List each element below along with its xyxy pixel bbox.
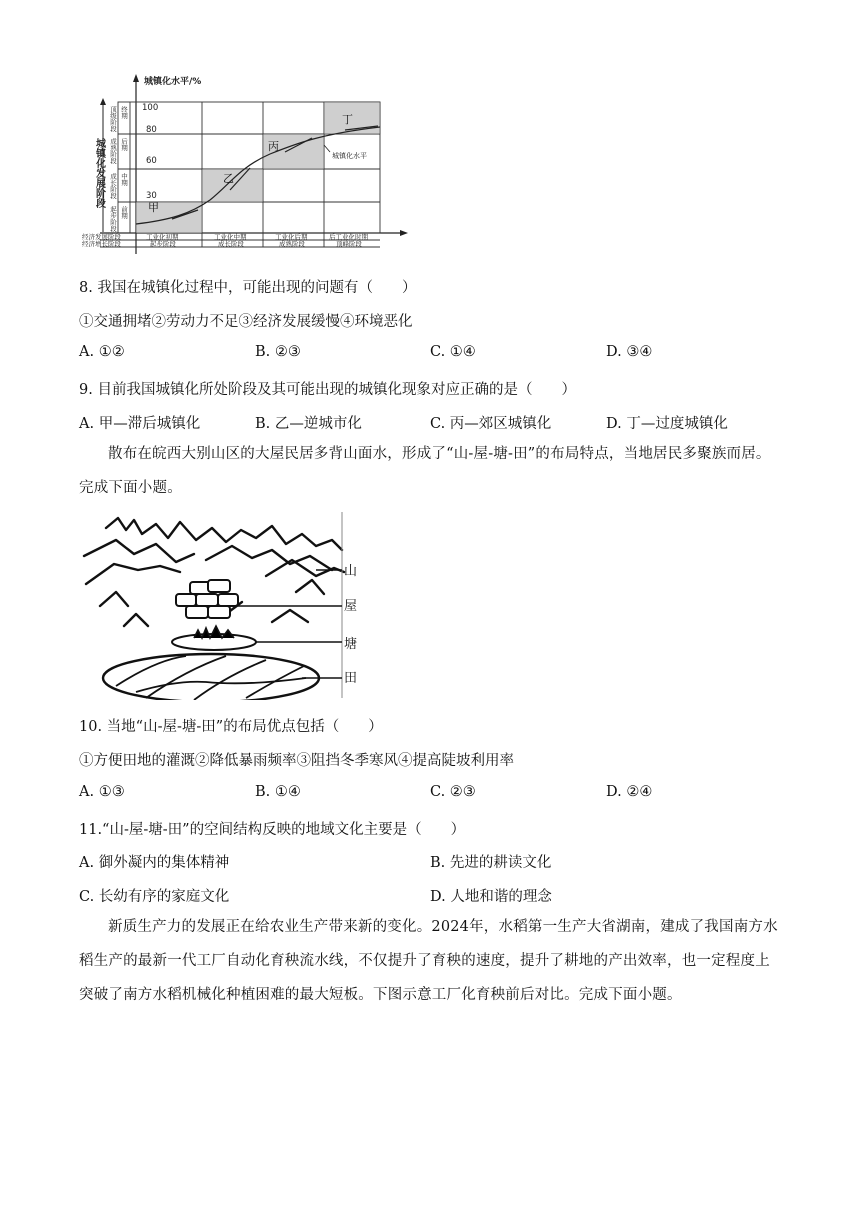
- q8-option-b[interactable]: B. ②③: [255, 344, 301, 360]
- row2-cell-1: 起步阶段: [150, 240, 176, 248]
- curve-label: 城镇化水平: [332, 152, 367, 160]
- urbanization-stage-figure: [80, 72, 410, 262]
- bottom-row1-label: 经济发展阶段: [82, 233, 121, 241]
- y-axis-title: 城镇化水平/%: [144, 77, 202, 87]
- y-tick-80: 80: [146, 125, 157, 135]
- row-label-4: 前期: [120, 206, 128, 219]
- q8-stem: 8. 我国在城镇化过程中，可能出现的问题有（ ）: [79, 280, 417, 296]
- q10-stem: 10. 当地“山-屋-塘-田”的布局优点包括（ ）: [79, 719, 383, 735]
- q10-option-d[interactable]: D. ②④: [606, 784, 653, 800]
- y-tick-30: 30: [146, 191, 157, 201]
- label-field: 田: [344, 671, 358, 686]
- row1-cell-2: 工业化中期: [214, 233, 247, 241]
- stage-marker-jia: 甲: [148, 201, 159, 214]
- q10-option-a[interactable]: A. ①③: [79, 784, 125, 800]
- row2-cell-4: 顶峰阶段: [336, 240, 362, 248]
- q10-option-c[interactable]: C. ②③: [430, 784, 476, 800]
- stage-marker-ding: 丁: [342, 113, 353, 126]
- q11-stem: 11.“山-屋-塘-田”的空间结构反映的地域文化主要是（ ）: [79, 822, 466, 838]
- q9-option-a[interactable]: A. 甲—滞后城镇化: [79, 416, 201, 432]
- q9-stem: 9. 目前我国城镇化所处阶段及其可能出现的城镇化现象对应正确的是（ ）: [79, 382, 576, 398]
- q8-items: ①交通拥堵②劳动力不足③经济发展缓慢④环境恶化: [79, 314, 413, 330]
- q10-items: ①方便田地的灌溉②降低暴雨频率③阻挡冬季寒风④提高陡坡利用率: [79, 753, 514, 769]
- row2-cell-3: 成熟阶段: [279, 240, 305, 248]
- q11-option-a[interactable]: A. 御外凝内的集体精神: [79, 855, 230, 871]
- y-tick-60: 60: [146, 156, 157, 166]
- y-tick-100: 100: [142, 103, 159, 113]
- left-group-label: 城镇化发展阶段: [93, 138, 105, 208]
- row-label-top: 终期: [120, 106, 128, 119]
- q9-option-c[interactable]: C. 丙—郊区城镇化: [430, 416, 552, 432]
- row1-cell-4: 后工业化时期: [329, 233, 368, 241]
- row-group-label-4: 起步阶段: [109, 206, 117, 232]
- mountain-house-pond-field-figure: [76, 510, 366, 700]
- intro-paragraph-3: 新质生产力的发展正在给农业生产带来新的变化。2024年，水稻第一生产大省湖南，建成了我国南方水稻生产的最新一代工厂自动化育秧流水线，不仅提升了育秧的速度，提升了耕地的产出效率，也一定程度上突破了南方水稻机械化种植困难的最大短板。下图示意工厂化育秧前后对比。完成下面小题。: [79, 919, 778, 1003]
- row1-cell-1: 工业化初期: [146, 233, 179, 241]
- q11-option-b[interactable]: B. 先进的耕读文化: [430, 855, 552, 871]
- row-label-3: 中期: [120, 173, 128, 186]
- bottom-row2-label: 经济增长阶段: [82, 240, 121, 248]
- row2-cell-2: 成长阶段: [218, 240, 244, 248]
- row-group-label-top: 顶级阶段: [109, 106, 117, 132]
- intro-paragraph-2: 散布在皖西大别山区的大屋民居多背山面水，形成了“山-屋-塘-田”的布局特点，当地居民多聚族而居。完成下面小题。: [79, 446, 771, 496]
- q11-option-c[interactable]: C. 长幼有序的家庭文化: [79, 889, 230, 905]
- q8-option-a[interactable]: A. ①②: [79, 344, 125, 360]
- label-mountain: 山: [344, 564, 358, 579]
- row-group-label-3: 成长阶段: [109, 173, 117, 199]
- row-group-label-2: 成熟阶段: [109, 138, 117, 164]
- row1-cell-3: 工业化后期: [275, 233, 308, 241]
- q8-option-c[interactable]: C. ①④: [430, 344, 476, 360]
- row-label-2: 后期: [120, 138, 128, 151]
- q11-option-d[interactable]: D. 人地和谐的理念: [430, 889, 552, 905]
- q9-option-b[interactable]: B. 乙—逆城市化: [255, 416, 362, 432]
- label-pond: 塘: [344, 637, 358, 652]
- q8-option-d[interactable]: D. ③④: [606, 344, 653, 360]
- stage-marker-yi: 乙: [223, 172, 234, 185]
- q10-option-b[interactable]: B. ①④: [255, 784, 301, 800]
- stage-marker-bing: 丙: [268, 140, 279, 153]
- label-house: 屋: [344, 599, 358, 614]
- q9-option-d[interactable]: D. 丁—过度城镇化: [606, 416, 728, 432]
